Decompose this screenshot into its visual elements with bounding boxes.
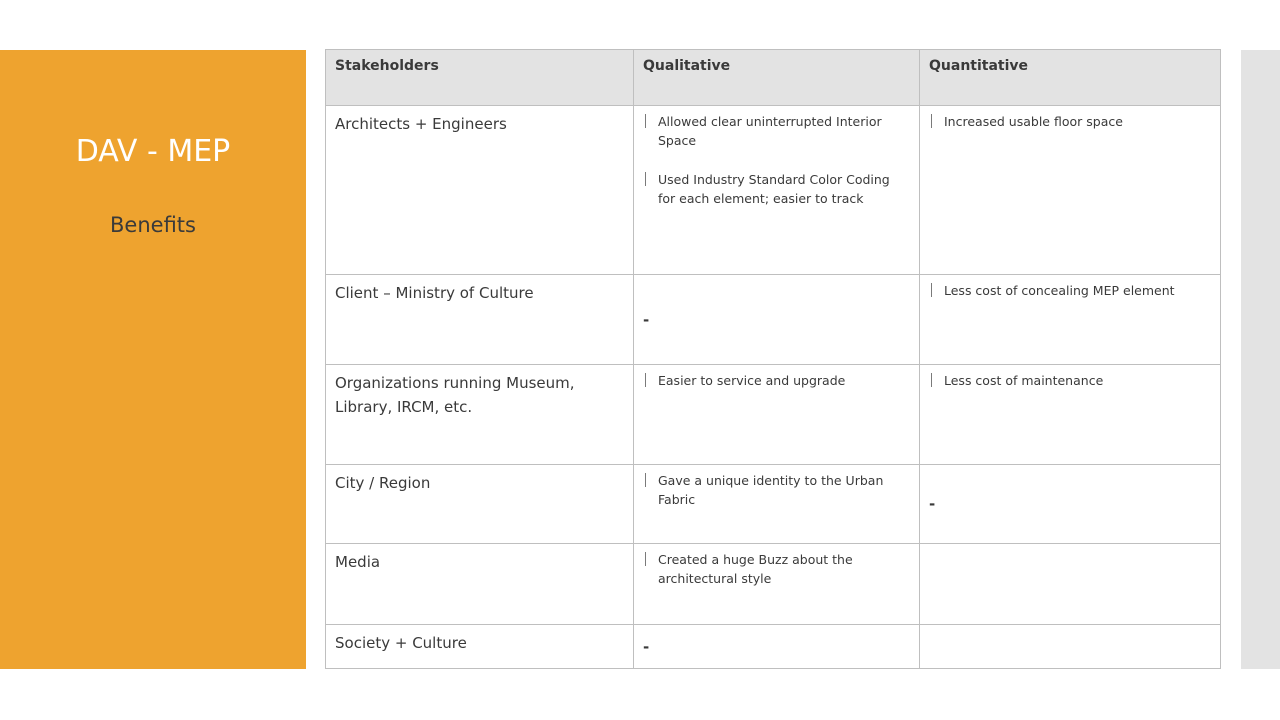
stakeholder-cell: Architects + Engineers <box>326 106 634 275</box>
table-row <box>326 625 1221 669</box>
header-stakeholders: Stakeholders <box>326 50 634 106</box>
quantitative-cell-empty <box>920 625 1221 669</box>
bullet-item: Allowed clear uninterrupted Interior Space <box>643 112 910 150</box>
quantitative-cell-empty <box>920 544 1221 625</box>
stakeholder-cell: Society + Culture <box>326 625 634 669</box>
stakeholder-cell: City / Region <box>326 465 634 544</box>
bullet-item: Increased usable floor space <box>929 112 1211 131</box>
header-quantitative: Quantitative <box>920 50 1221 106</box>
quantitative-cell <box>920 106 1221 275</box>
qualitative-cell <box>634 465 920 544</box>
benefits-table <box>325 49 1221 669</box>
quantitative-cell <box>920 365 1221 465</box>
stakeholder-cell: Client – Ministry of Culture <box>326 275 634 365</box>
quantitative-cell <box>920 275 1221 365</box>
bullet-item: Gave a unique identity to the Urban Fabric <box>643 471 910 509</box>
bullet-item: Less cost of concealing MEP element <box>929 281 1211 300</box>
stakeholder-cell: Organizations running Museum, Library, IRCM, etc. <box>326 365 634 465</box>
slide-subtitle: Benefits <box>110 213 196 237</box>
stakeholder-cell: Media <box>326 544 634 625</box>
qualitative-empty-dash <box>634 625 920 669</box>
bullet-item: Used Industry Standard Color Coding for each element; easier to track <box>643 170 910 208</box>
slide-title: DAV - MEP <box>75 134 231 169</box>
header-qualitative: Qualitative <box>634 50 920 106</box>
quantitative-empty-dash <box>920 465 1221 544</box>
qualitative-cell <box>634 544 920 625</box>
table-header-row <box>326 50 1221 106</box>
table-row <box>326 365 1221 465</box>
qualitative-cell <box>634 106 920 275</box>
dash-mark: - <box>643 310 650 329</box>
bullet-item: Easier to service and upgrade <box>643 371 910 390</box>
dash-mark: - <box>643 637 650 656</box>
right-decorative-bar <box>1241 50 1280 669</box>
qualitative-empty-dash <box>634 275 920 365</box>
qualitative-cell <box>634 365 920 465</box>
table-row <box>326 275 1221 365</box>
bullet-item: Less cost of maintenance <box>929 371 1211 390</box>
table-row <box>326 465 1221 544</box>
table-row <box>326 106 1221 275</box>
bullet-item: Created a huge Buzz about the architectural style <box>643 550 910 588</box>
dash-mark: - <box>929 495 936 513</box>
table-row <box>326 544 1221 625</box>
